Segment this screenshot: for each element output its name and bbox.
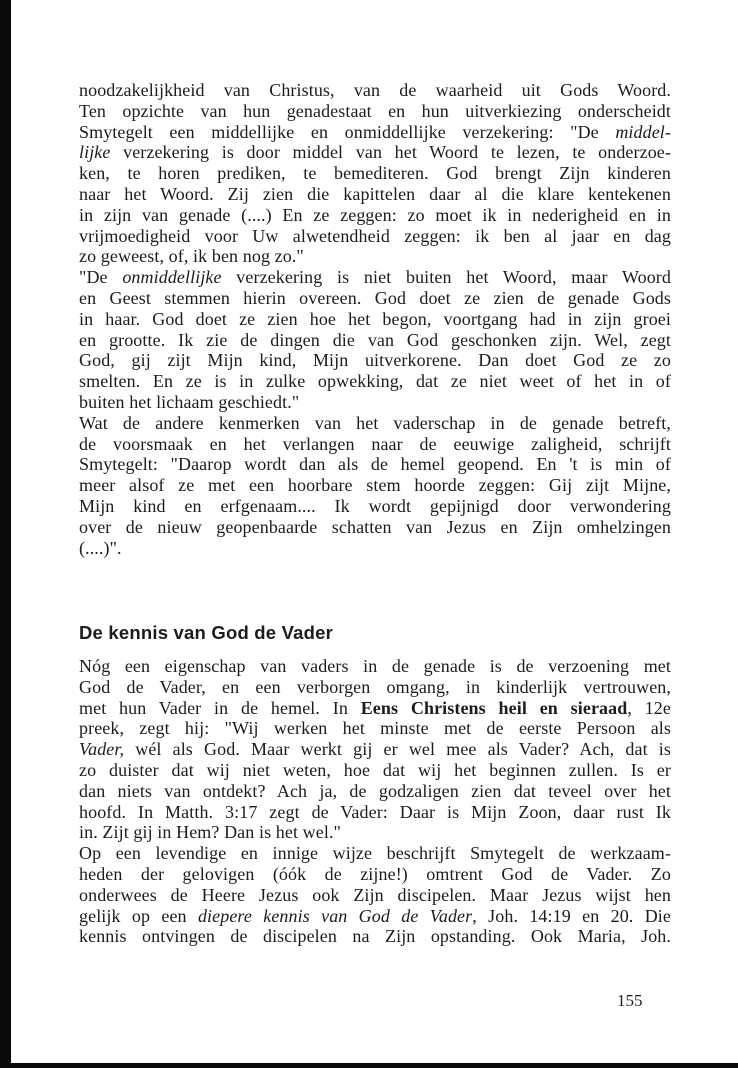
text-line: naar het Woord. Zij zien die kapittelen daar al die klare kentekenen (79, 183, 671, 204)
text-line: "De onmiddellijke verzekering is niet buiten het Woord, maar Woord (79, 267, 671, 288)
text-line: zo geweest, of, ik ben nog zo." (79, 246, 304, 267)
text-line: heden der gelovigen (óók de zijne!) omtrent God de Vader. Zo (79, 863, 671, 884)
text-line: over de nieuw geopenbaarde schatten van Jezus en Zijn omhelzingen (79, 516, 671, 537)
text-line: met hun Vader in de hemel. In Eens Christens heil en sieraad, 12e (79, 697, 671, 718)
text-line: gelijk op een diepere kennis van God de Vader, Joh. 14:19 en 20. Die (79, 905, 671, 926)
text-line: en Geest stemmen hierin overeen. God doet ze zien de genade Gods (79, 287, 671, 308)
text-line: kennis ontvingen de discipelen na Zijn opstanding. Ook Maria, Joh. (79, 926, 671, 947)
text-line: in zijn van genade (....) En ze zeggen: zo moet ik in nederigheid en in (79, 204, 671, 225)
text-line: onderwees de Heere Jezus ook Zijn discipelen. Maar Jezus wijst hen (79, 884, 671, 905)
scan-bottom-edge (0, 1063, 738, 1068)
paragraph-block-2 (79, 656, 671, 947)
text-line: hoofd. In Matth. 3:17 zegt de Vader: Daar is Mijn Zoon, daar rust Ik (79, 801, 671, 822)
text-line: smelten. En ze is in zulke opwekking, dat ze niet weet of het in of (79, 371, 671, 392)
scan-left-edge (0, 0, 11, 1068)
text-line: Mijn kind en erfgenaam.... Ik wordt gepijnigd door verwondering (79, 495, 671, 516)
page-number: 155 (617, 991, 643, 1010)
text-line: Nóg een eigenschap van vaders in de genade is de verzoening met (79, 656, 671, 676)
text-line: Wat de andere kenmerken van het vaderschap in de genade betreft, (79, 412, 671, 433)
text-line: Ten opzichte van hun genadestaat en hun uitverkiezing onderscheidt (79, 100, 671, 121)
text-line: Smytegelt een middellijke en onmiddellijke verzekering: "De middel- (79, 121, 671, 142)
paragraph-block-1 (79, 80, 671, 558)
text-line: Vader, wél als God. Maar werkt gij er wel mee als Vader? Ach, dat is (79, 739, 671, 760)
text-line: in haar. God doet ze zien hoe het begon, voortgang had in zijn groei (79, 308, 671, 329)
text-line: preek, zegt hij: "Wij werken het minste met de eerste Persoon als (79, 718, 671, 739)
section-heading: De kennis van God de Vader (79, 622, 334, 643)
text-line: zo duister dat wij niet weten, hoe dat wij het beginnen zullen. Is er (79, 759, 671, 780)
text-line: meer alsof ze met een hoorbare stem hoorde zeggen: Gij zijt Mijne, (79, 475, 671, 496)
text-line: Op een levendige en innige wijze beschrijft Smytegelt de werkzaam- (79, 843, 671, 864)
text-line: en grootte. Ik zie de dingen die van God geschonken zijn. Wel, zegt (79, 329, 671, 350)
text-line: Smytegelt: "Daarop wordt dan als de hemel geopend. En 't is min of (79, 454, 671, 475)
text-line: lijke verzekering is door middel van het Woord te lezen, te onderzoe- (79, 142, 671, 163)
text-line: buiten het lichaam geschiedt." (79, 391, 300, 412)
text-line: de voorsmaak en het verlangen naar de eeuwige zaligheid, schrijft (79, 433, 671, 454)
text-line: dan niets van ontdekt? Ach ja, de godzaligen zien dat teveel over het (79, 780, 671, 801)
text-line: (....)". (79, 537, 122, 558)
text-line: in. Zijt gij in Hem? Dan is het wel." (79, 822, 342, 843)
text-line: noodzakelijkheid van Christus, van de waarheid uit Gods Woord. (79, 80, 671, 100)
text-line: God, gij zijt Mijn kind, Mijn uitverkorene. Dan doet God ze zo (79, 350, 671, 371)
text-line: God de Vader, en een verborgen omgang, in kinderlijk vertrouwen, (79, 676, 671, 697)
text-line: vrijmoedigheid voor Uw alwetendheid zeggen: ik ben al jaar en dag (79, 225, 671, 246)
text-line: ken, te horen prediken, te bemediteren. God brengt Zijn kinderen (79, 163, 671, 184)
